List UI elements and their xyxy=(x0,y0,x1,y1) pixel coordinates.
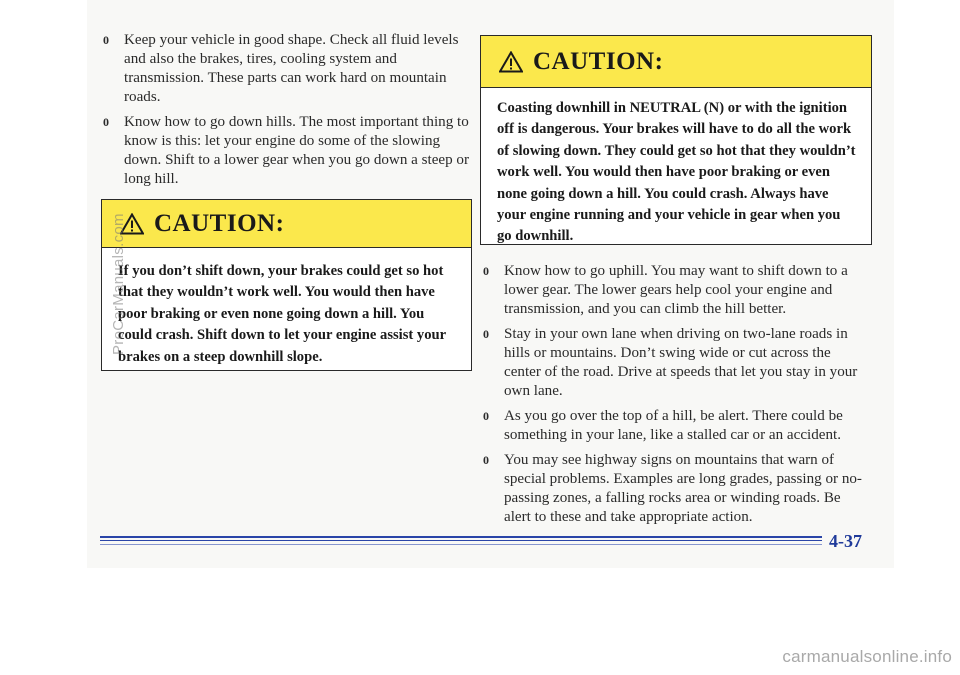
caution-text: Coasting downhill in NEUTRAL (N) or with the ignition off is dangerous. Your brakes will have to do all the work of slowing down. They could get so hot that they wouldn’t work well. You would then have poor braking or even none going down a hill. You could crash. Always have your engine running and your vehicle in gear when you go downhill. xyxy=(497,100,856,245)
bullet-text: Know how to go uphill. You may want to shift down to a lower gear. The lower gears help cool your engine and transmission, and you can climb the hill better. xyxy=(504,263,848,317)
footer-rule xyxy=(100,544,822,545)
right-bullet-list xyxy=(480,262,870,527)
left-column xyxy=(100,31,472,195)
right-column xyxy=(480,262,870,533)
list-item xyxy=(480,451,870,527)
bullet-text: Keep your vehicle in good shape. Check all fluid levels and also the brakes, tires, cooling system and transmission. These parts can work hard on mountain roads. xyxy=(124,32,459,105)
bullet-icon: 0 xyxy=(483,409,489,423)
footer-rule xyxy=(100,536,822,538)
bullet-icon: 0 xyxy=(103,115,109,129)
side-watermark: ProCarManuals.com xyxy=(110,213,127,355)
bullet-icon: 0 xyxy=(483,453,489,467)
bullet-icon: 0 xyxy=(103,33,109,47)
bullet-text: Stay in your own lane when driving on two-lane roads in hills or mountains. Don’t swing wide or cut across the center of the road. Drive at speeds that let you stay in your own lane. xyxy=(504,326,858,399)
caution-box-left xyxy=(101,199,472,371)
footer-rule xyxy=(100,540,822,541)
bullet-icon: 0 xyxy=(483,327,489,341)
list-item xyxy=(100,31,472,107)
bullet-text: You may see highway signs on mountains that warn of special problems. Examples are long grades, passing or no-passing zones, a falling rocks area or winding roads. Be alert to these and take appropriate action. xyxy=(504,452,862,525)
caution-header xyxy=(102,200,471,248)
caution-title: CAUTION: xyxy=(533,47,664,75)
bullet-icon: 0 xyxy=(483,264,489,278)
caution-box-right xyxy=(480,35,872,245)
caution-header xyxy=(481,36,871,88)
left-bullet-list xyxy=(100,31,472,189)
list-item xyxy=(480,262,870,319)
list-item xyxy=(100,113,472,189)
page-number: 4-37 xyxy=(829,531,862,551)
warning-triangle-icon xyxy=(499,51,523,73)
bullet-text: As you go over the top of a hill, be alert. There could be something in your lane, like a stalled car or an accident. xyxy=(504,408,843,443)
list-item xyxy=(480,407,870,445)
list-item xyxy=(480,325,870,401)
caution-text: If you don’t shift down, your brakes could get so hot that they wouldn’t work well. You would then have poor braking or even none going down a hill. You could crash. Shift down to let your engine assist your brakes on a steep downhill slope. xyxy=(118,263,446,365)
caution-title: CAUTION: xyxy=(154,209,285,237)
bullet-text: Know how to go down hills. The most important thing to know is this: let your engine do some of the slowing down. Shift to a lower gear when you go down a steep or long hill. xyxy=(124,114,469,187)
footer-watermark: carmanualsonline.info xyxy=(782,647,952,666)
